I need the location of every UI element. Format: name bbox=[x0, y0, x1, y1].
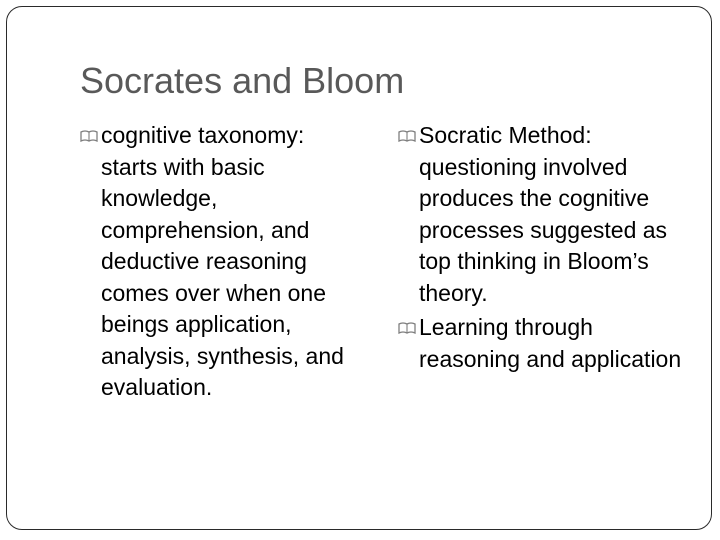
open-book-icon bbox=[398, 321, 416, 335]
bullet-text: Socratic Method: questioning involved produces the cognitive processes suggested as top thinking in Bloom’s theory. bbox=[419, 122, 668, 306]
open-book-icon bbox=[80, 129, 98, 143]
right-column bbox=[398, 120, 693, 378]
bullet-item bbox=[398, 120, 693, 309]
bullet-item bbox=[80, 120, 360, 404]
bullet-text: Learning through reasoning and application bbox=[419, 314, 682, 372]
bullet-text: cognitive taxonomy: starts with basic knowledge, comprehension, and deductive reasoning comes over when one beings application, analysis, synthesis, and evaluation. bbox=[101, 122, 344, 400]
bullet-item bbox=[398, 312, 693, 375]
slide-title: Socrates and Bloom bbox=[80, 60, 405, 101]
open-book-icon bbox=[398, 129, 416, 143]
left-column bbox=[80, 120, 360, 407]
